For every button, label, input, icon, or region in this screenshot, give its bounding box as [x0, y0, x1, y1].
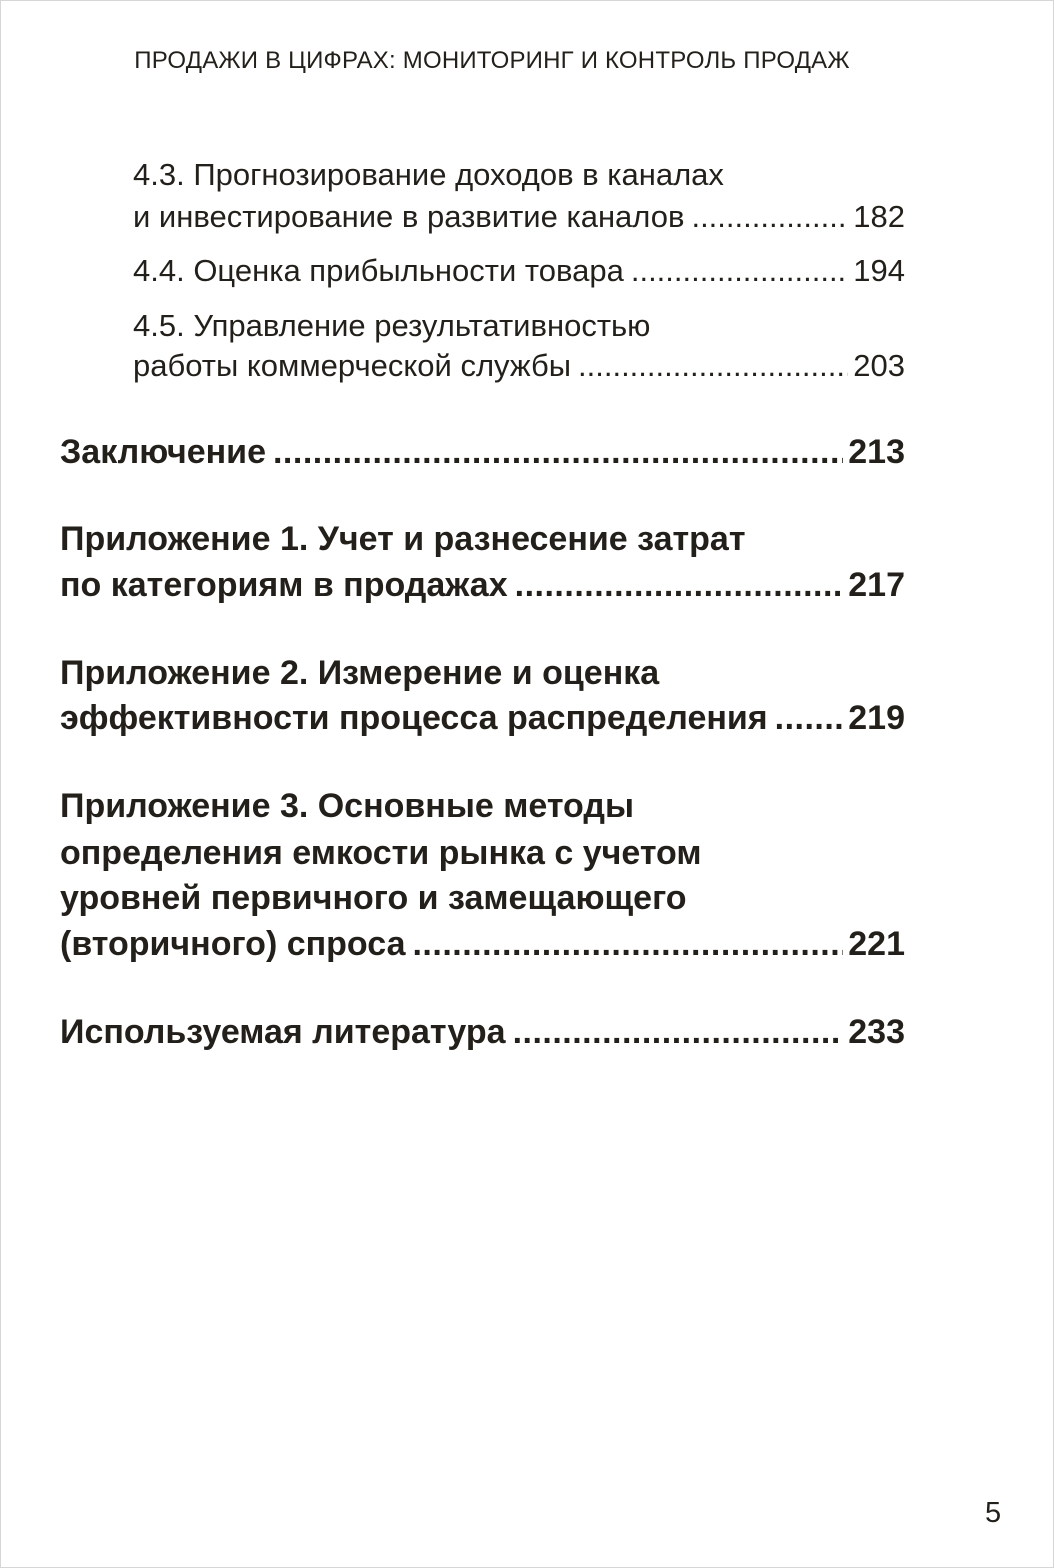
toc-item-bibliography[interactable] [60, 1013, 905, 1052]
toc-text: 4.5. Управление результативностью [133, 308, 651, 343]
toc-item-4-3-title[interactable] [133, 157, 905, 193]
toc-page-number: 194 [853, 253, 905, 288]
dot-leader [691, 199, 848, 235]
toc-item-conclusion[interactable] [60, 433, 905, 472]
toc-item-appendix-3-title[interactable] [60, 787, 905, 826]
toc-text: Заключение [60, 433, 266, 471]
toc-item-appendix-1[interactable] [60, 566, 905, 605]
toc-text: (вторичного) спроса [60, 925, 406, 963]
toc-text: Приложение 2. Измерение и оценка [60, 654, 660, 692]
toc-text: Используемая литература [60, 1013, 506, 1051]
toc-text: Приложение 1. Учет и разнесение затрат [60, 520, 746, 558]
toc-page-number: 182 [853, 199, 905, 234]
dot-leader [578, 348, 848, 384]
toc-page-number: 233 [848, 1013, 905, 1051]
toc-item-appendix-3-line-3[interactable] [60, 879, 905, 918]
toc-item-4-3[interactable] [133, 199, 905, 235]
toc-text: 4.3. Прогнозирование доходов в каналах [133, 157, 724, 192]
toc-item-appendix-2-title[interactable] [60, 654, 905, 693]
page-number: 5 [985, 1497, 1002, 1529]
toc-page-number: 213 [848, 433, 905, 471]
dot-leader [513, 1013, 844, 1052]
toc-text: по категориям в продажах [60, 566, 508, 604]
toc-page-number: 221 [848, 925, 905, 963]
toc-item-appendix-2[interactable] [60, 699, 905, 738]
toc-page-number: 219 [848, 699, 905, 737]
toc-item-appendix-3[interactable] [60, 925, 905, 964]
toc-item-4-5[interactable] [133, 348, 905, 384]
toc-text: работы коммерческой службы [133, 348, 571, 383]
dot-leader [631, 253, 848, 289]
dot-leader [775, 699, 844, 738]
toc-page-number: 203 [853, 348, 905, 383]
dot-leader [273, 433, 843, 472]
toc-item-appendix-1-title[interactable] [60, 520, 905, 559]
toc-text: определения емкости рынка с учетом [60, 834, 702, 872]
toc-item-4-5-title[interactable] [133, 308, 905, 344]
toc-text: 4.4. Оценка прибыльности товара [133, 253, 624, 288]
toc-text: эффективности процесса распределения [60, 699, 768, 737]
toc-text: Приложение 3. Основные методы [60, 787, 634, 825]
toc-text: и инвестирование в развитие каналов [133, 199, 685, 234]
toc-item-appendix-3-line-2[interactable] [60, 834, 905, 873]
toc-page-number: 217 [848, 566, 905, 604]
dot-leader [412, 925, 843, 964]
dot-leader [515, 566, 844, 605]
running-head: ПРОДАЖИ В ЦИФРАХ: МОНИТОРИНГ И КОНТРОЛЬ ПРОДАЖ [134, 47, 850, 74]
toc-item-4-4[interactable] [133, 253, 905, 289]
toc-text: уровней первичного и замещающего [60, 879, 687, 917]
